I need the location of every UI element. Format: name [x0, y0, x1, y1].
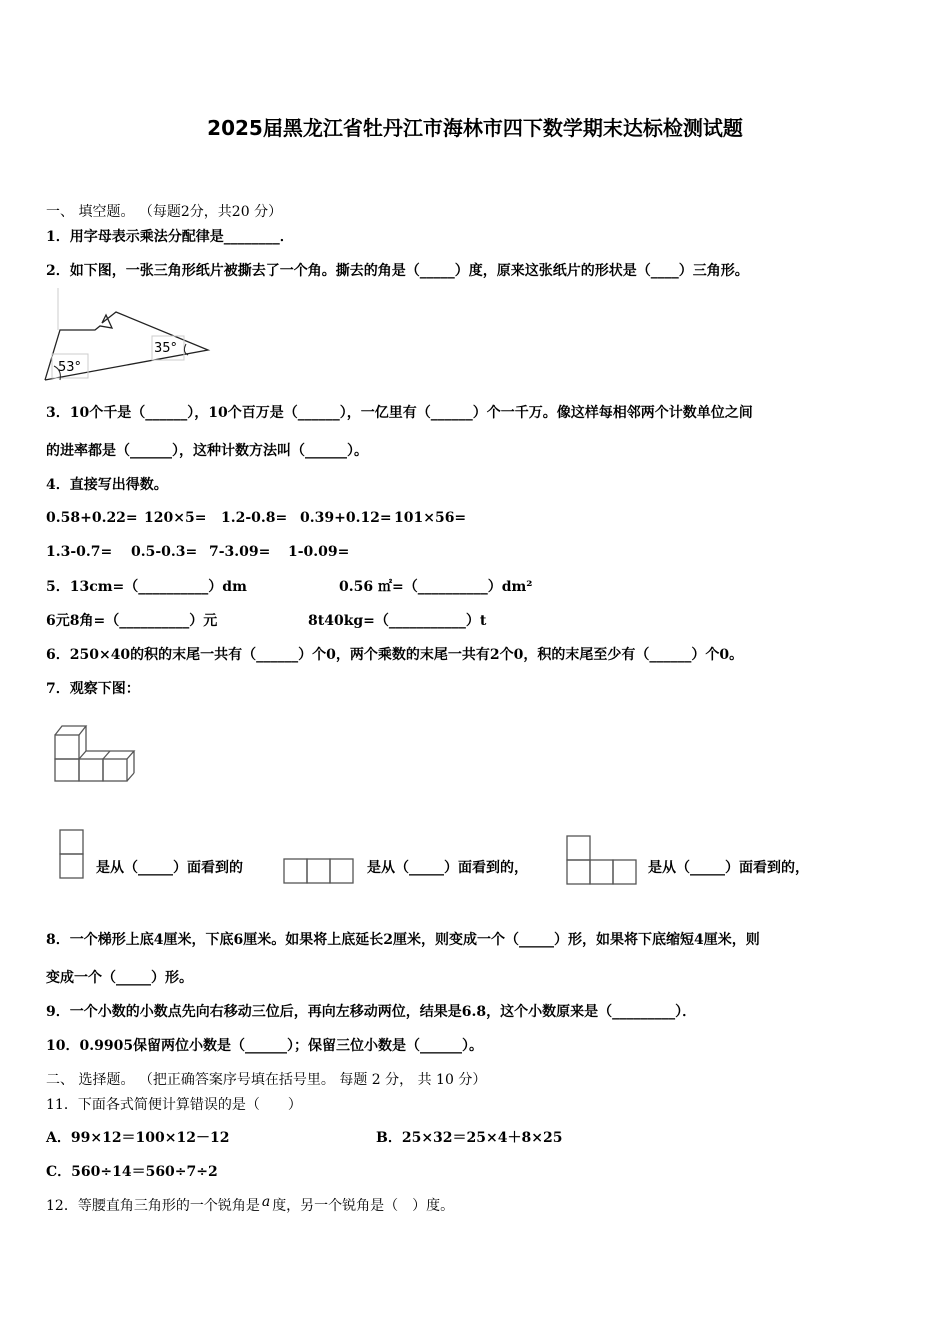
view-figure-c: [566, 835, 640, 887]
option-a: A．99×12＝100×12－12: [46, 1130, 230, 1146]
angle-label-right: 35°: [154, 341, 178, 356]
calc-item: 1-0.09=: [288, 544, 350, 560]
view-figure-b: [283, 858, 357, 886]
calc-item: 7-3.09=: [209, 544, 271, 560]
question-6: 6．250×40的积的末尾一共有（______）个0，两个乘数的末尾一共有2个0，积的末尾至少有（______）个0。: [46, 647, 744, 663]
angle-label-left: 53°: [58, 360, 82, 375]
calc-item: 120×5=: [144, 510, 207, 526]
question-8-line-2: 变成一个（_____）形。: [46, 970, 193, 986]
question-3-line-2: 的进率都是（______），这种计数方法叫（______）。: [46, 443, 368, 459]
question-4: 4．直接写出得数。: [46, 477, 168, 493]
view-figure-a: [59, 829, 85, 881]
question-7-a: 是从（_____）面看到的: [96, 860, 243, 876]
calc-item: 0.39+0.12=: [300, 510, 392, 526]
question-12-variable: a: [261, 1194, 271, 1210]
question-1: 1．用字母表示乘法分配律是________．: [46, 229, 294, 245]
calc-item: 1.2-0.8=: [221, 510, 288, 526]
question-2: 2．如下图，一张三角形纸片被撕去了一个角。撕去的角是（_____）度，原来这张纸片的形状是（____）三角形。: [46, 263, 749, 279]
question-5-b: 0.56 ㎡=（__________）dm²: [339, 579, 533, 595]
calc-item: 1.3-0.7=: [46, 544, 113, 560]
section-1-heading: 一、 填空题。 （每题2分，共20 分）: [46, 204, 283, 220]
question-5-c: 6元8角=（__________）元: [46, 613, 218, 629]
calc-item: 0.58+0.22=: [46, 510, 138, 526]
question-7: 7．观察下图：: [46, 681, 140, 697]
question-10: 10．0.9905保留两位小数是（______）；保留三位小数是（______）。: [46, 1038, 484, 1054]
question-12-suffix: 度，另一个锐角是（ ）度。: [272, 1198, 455, 1214]
question-12-prefix: 12．等腰直角三角形的一个锐角是: [46, 1198, 260, 1214]
question-5-a: 5．13cm=（__________）dm: [46, 579, 247, 595]
option-c: C．560÷14＝560÷7÷2: [46, 1164, 218, 1180]
question-3-line-1: 3．10个千是（______），10个百万是（______），一亿里有（______）个一千万。像这样每相邻两个计数单位之间: [46, 405, 753, 421]
calc-item: 0.5-0.3=: [131, 544, 198, 560]
question-5-d: 8t40kg=（___________）t: [308, 613, 487, 629]
page-title: 2025届黑龙江省牡丹江市海林市四下数学期末达标检测试题: [207, 116, 743, 140]
question-7-c: 是从（_____）面看到的，: [648, 860, 809, 876]
question-12: [46, 1196, 454, 1216]
question-9: 9．一个小数的小数点先向右移动三位后，再向左移动两位，结果是6.8，这个小数原来是（_________）．: [46, 1004, 697, 1020]
question-7-b: 是从（_____）面看到的，: [367, 860, 528, 876]
section-2-heading: 二、 选择题。 （把正确答案序号填在括号里。 每题 2 分， 共 10 分）: [46, 1072, 487, 1088]
calc-item: 101×56=: [394, 510, 467, 526]
option-b: B．25×32＝25×4＋8×25: [376, 1130, 563, 1146]
question-11: 11．下面各式简便计算错误的是（ ）: [46, 1097, 302, 1113]
question-8-line-1: 8．一个梯形上底4厘米，下底6厘米。如果将上底延长2厘米，则变成一个（_____）形，如果将下底缩短4厘米，则: [46, 932, 760, 948]
torn-triangle-figure: [40, 288, 215, 383]
cube-solid-figure: [52, 722, 137, 784]
